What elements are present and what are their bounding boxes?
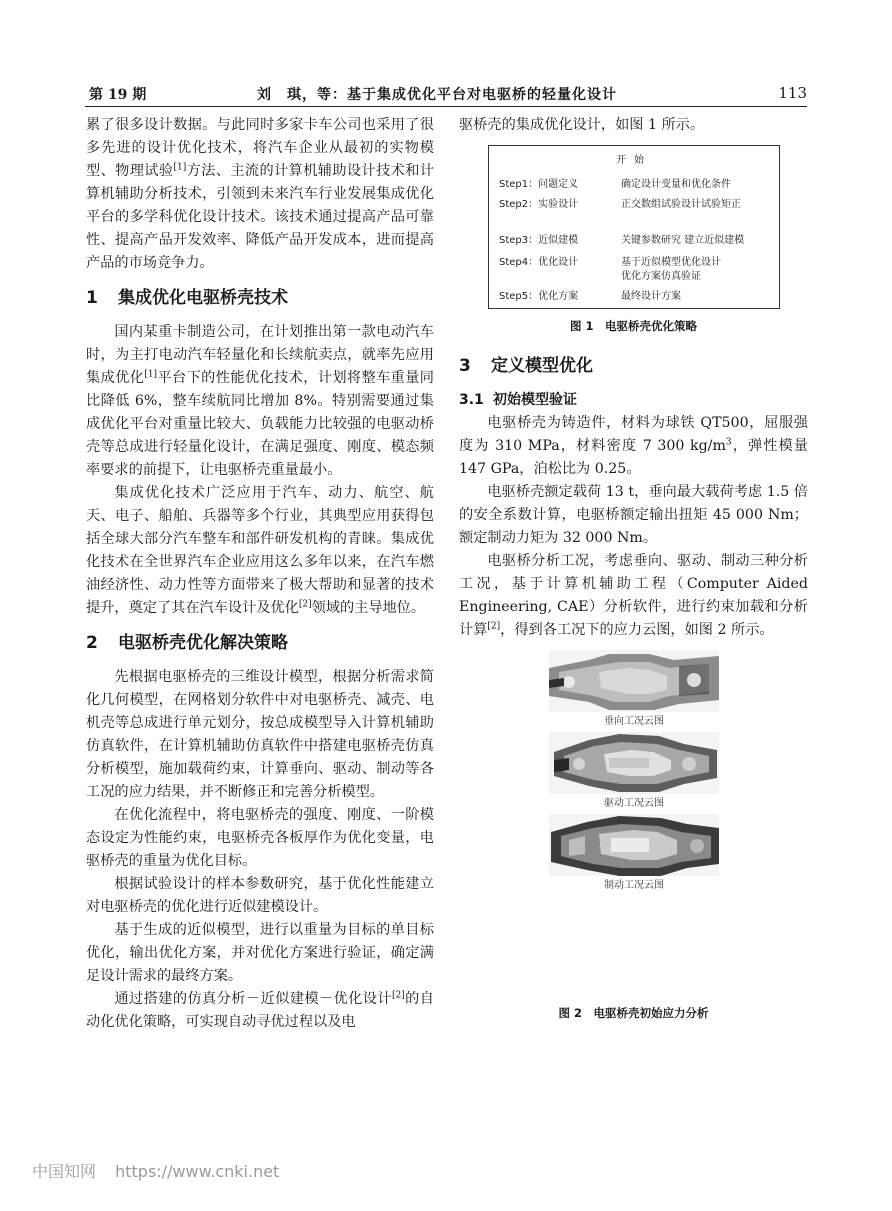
- left-column: [86, 114, 434, 1034]
- section-3-heading: 3 定义模型优化: [459, 356, 593, 376]
- section-2-paragraph-2: 在优化流程中，将电驱桥壳的强度、刚度、一阶模态设定为性能约束，电驱桥壳各板厚作为优化变量，电驱桥壳的重量为优化目标。: [86, 807, 434, 869]
- continuation-paragraph: 驱桥壳的集成优化设计，如图 1 所示。: [459, 117, 705, 133]
- section-2-paragraph-1: 先根据电驱桥壳的三维设计模型，根据分析需求简化几何模型，在网格划分软件中对电驱桥壳、减壳、电机壳等总成进行单元划分，按总成模型导入计算机辅助仿真软件，在计算机辅助仿真软件中搭建电驱桥壳仿真分析模型，施加载荷约束，计算垂向、驱动、制动等各工况的应力结果，并不断修正和完善分析模型。: [86, 669, 434, 800]
- issue-number: 第 19 期: [89, 87, 147, 103]
- stress-label-brake: 制动工况云图: [604, 880, 664, 891]
- stress-contour-vertical: [549, 650, 719, 712]
- stress-label-vertical: 垂向工况云图: [604, 716, 664, 727]
- section-3-1-paragraph-2: 电驱桥壳额定载荷 13 t，垂向最大载荷考虑 1.5 倍的安全系数计算，电驱桥额定输出扭矩 45 000 Nm；额定制动力矩为 32 000 Nm。: [459, 484, 808, 546]
- cnki-brand: 中国知网: [32, 1162, 97, 1181]
- optimization-flowchart: 开始 Step1：问题定义 确定设计变量和优化条件 Step2：实验设计 正交数组试验设计试验矩正 Step3：近似建模 关键参数研究 建立近似建模 Step4：优化设计 基于近似模型优化设计 优化方案仿真验证 Step5：优化方案 最终设计方案: [488, 145, 780, 309]
- intro-paragraph: 累了很多设计数据。与此同时多家卡车公司也采用了很多先进的设计优化技术，将汽车企业从最初的实物模型、物理试验[1]方法、主流的计算机辅助设计技术和计算机辅助分析技术，引领到未来汽车行业发展集成优化平台的多学科优化设计技术。该技术通过提高产品可靠性、提高产品开发效率、降低产品开发成本，进而提高产品的市场竞争力。: [86, 117, 434, 271]
- running-header: [85, 82, 807, 107]
- section-2-paragraph-4: 基于生成的近似模型，进行以重量为目标的单目标优化，输出优化方案，并对优化方案进行验证，确定满足设计需求的最终方案。: [86, 922, 434, 984]
- section-1-paragraph-1: 国内某重卡制造公司，在计划推出第一款电动汽车时，为主打电动汽车轻量化和长续航卖点，就率先应用集成优化[1]平台下的性能优化技术，计划将整车重量同比降低 6%，整车续航同比增加 8%。特别需要通过集成优化平台对重量比较大、负载能力比较强的电驱动桥壳等总成进行轻量化设计，在满足强度、刚度、模态频率要求的前提下，让电驱桥壳重量最小。: [86, 324, 434, 478]
- stress-contour-drive: [549, 732, 719, 794]
- figure-2-caption: 图 2 电驱桥壳初始应力分析: [558, 1006, 709, 1020]
- page-number: 113: [778, 84, 807, 102]
- section-3-1-paragraph-1: 电驱桥壳为铸造件，材料为球铁 QT500，屈服强度为 310 MPa，材料密度 7 300 $kg/m^3$，弹性模量 147 GPa，泊松比为 0.25。: [459, 415, 808, 477]
- cnki-watermark: [32, 1159, 279, 1182]
- flow-start-label: 开始: [616, 155, 652, 166]
- right-column: [459, 114, 808, 1025]
- section-2-paragraph-5: 通过搭建的仿真分析－近似建模－优化设计[2]的自动化优化策略，可实现自动寻优过程以及电: [86, 990, 434, 1030]
- section-1-heading: 1 集成优化电驱桥壳技术: [86, 288, 288, 308]
- running-title: 刘 琪，等：基于集成优化平台对电驱桥的轻量化设计: [257, 87, 617, 103]
- figure-1-caption: 图 1 电驱桥壳优化策略: [569, 319, 697, 333]
- stress-contour-brake: [549, 814, 719, 876]
- stress-image-drive: [549, 732, 719, 814]
- stress-label-drive: 驱动工况云图: [604, 798, 664, 809]
- section-1-paragraph-2: 集成优化技术广泛应用于汽车、动力、航空、航天、电子、船舶、兵器等多个行业，其典型应用获得包括全球大部分汽车整车和部件研发机构的青睐。集成优化技术在全世界汽车企业应用这么多年以来，在汽车燃油经济性、动力性等方面带来了极大帮助和显著的技术提升，奠定了其在汽车设计及优化[2]领域的主导地位。: [86, 485, 434, 616]
- stress-image-brake: [549, 814, 719, 896]
- section-3-1-heading: 3.1 初始模型验证: [459, 392, 577, 408]
- section-2-paragraph-3: 根据试验设计的样本参数研究，基于优化性能建立对电驱桥壳的优化进行近似建模设计。: [86, 876, 434, 915]
- section-2-heading: 2 电驱桥壳优化解决策略: [86, 633, 288, 653]
- stress-image-vertical: [549, 650, 719, 732]
- cnki-url[interactable]: https://www.cnki.net: [115, 1162, 280, 1181]
- section-3-1-paragraph-3: 电驱桥分析工况，考虑垂向、驱动、制动三种分析工况，基于计算机辅助工程（Computer Aided Engineering, CAE）分析软件，进行约束加载和分析计算[2]，得到各工况下的应力云图，如图 2 所示。: [459, 553, 808, 638]
